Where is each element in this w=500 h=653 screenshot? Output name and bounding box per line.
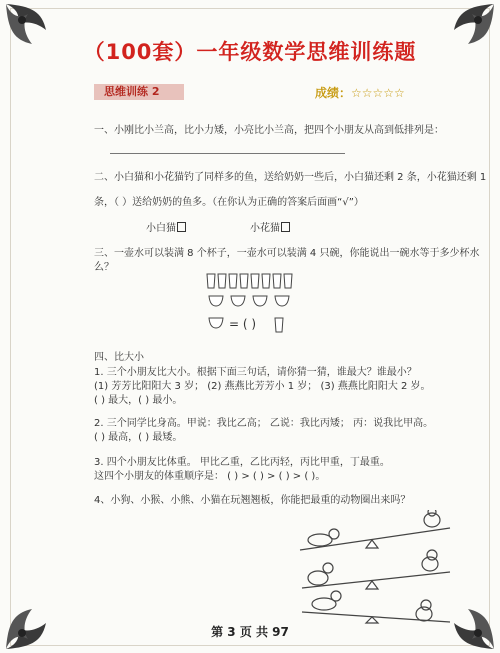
question-4-1-answer: ( ) 最大，( ) 最小。 [94, 395, 183, 406]
question-4-4: 4、小狗、小猴、小熊、小猫在玩翘翘板，你能把最重的动物圈出来吗？ [94, 495, 411, 506]
question-4-3-answer: 这四个小朋友的体重顺序是： ( ) > ( ) > ( ) > ( )。 [94, 471, 326, 482]
question-3-line-2: 么？ [94, 262, 114, 273]
question-4-3-line-1: 3. 四个小朋友比体重。 甲比乙重，乙比丙轻，丙比甲重，丁最重。 [94, 457, 390, 468]
question-4-header: 四、比大小 [94, 352, 144, 363]
section-tag: 思维训练 2 [94, 84, 184, 100]
seesaw-illustration [290, 510, 470, 629]
score-stars: ☆☆☆☆☆ [351, 86, 405, 100]
question-3-equation: = ( ) [229, 317, 257, 331]
page-title: （100套）一年级数学思维训练题 [83, 40, 417, 64]
question-1: 一、小刚比小兰高，比小力矮，小亮比小兰高，把四个小朋友从高到低排列是： [94, 125, 444, 136]
option-white-cat-label: 小白猫 [146, 223, 176, 234]
question-2-line-1: 二、小白猫和小花猫钓了同样多的鱼，送给奶奶一些后，小白猫还剩 2 条，小花猫还剩 1 [94, 172, 487, 183]
answer-line-1[interactable] [110, 153, 345, 154]
corner-ornament-bottom-left [2, 583, 72, 653]
question-4-1-line-1: 1. 三个小朋友比大小。根据下面三句话，请你猜一猜，谁最大？谁最小？ [94, 367, 417, 378]
question-4-2-line-1: 2. 三个同学比身高。甲说：我比乙高； 乙说：我比丙矮； 丙：说我比甲高。 [94, 418, 434, 429]
checkbox-flower-cat[interactable] [281, 222, 290, 232]
option-white-cat [146, 222, 186, 236]
option-flower-cat [250, 222, 290, 236]
question-4-1-line-2: (1) 芳芳比阳阳大 3 岁； (2) 燕燕比芳芳小 1 岁； (3) 燕燕比阳阳大 2 岁。 [94, 381, 431, 392]
question-3-line-1: 三、一壶水可以装满 8 个杯子，一壶水可以装满 4 只碗，你能说出一碗水等于多少杯水 [94, 248, 480, 259]
cups-bowls-illustration [205, 272, 305, 344]
score-field [315, 84, 405, 101]
checkbox-white-cat[interactable] [177, 222, 186, 232]
score-label: 成绩： [315, 86, 352, 100]
question-4-2-answer: ( ) 最高，( ) 最矮。 [94, 432, 183, 443]
page-footer: 第 3 页 共 97 [211, 625, 289, 639]
question-2-line-2: 条，（ ）送给奶奶的鱼多。（在你认为正确的答案后面画“√”） [94, 197, 364, 208]
option-flower-cat-label: 小花猫 [250, 223, 280, 234]
